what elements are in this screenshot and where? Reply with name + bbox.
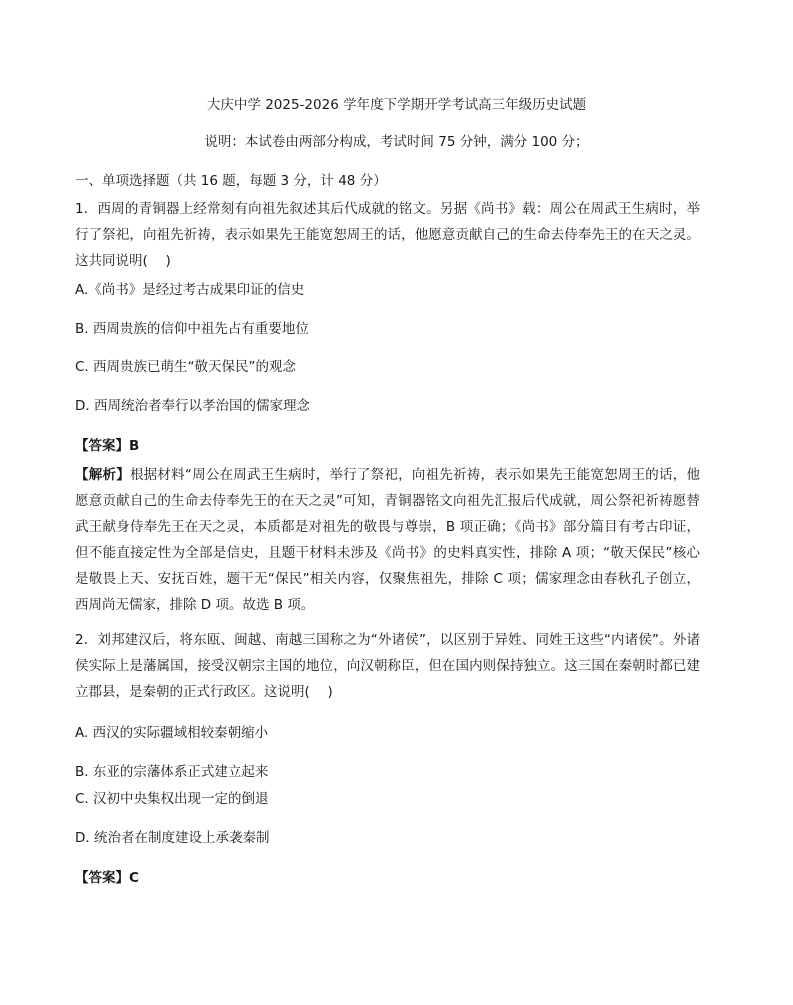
question-1-answer [75, 437, 700, 455]
answer-label: 【答案】 [75, 870, 129, 886]
question-2-option-c: C. 汉初中央集权出现一定的倒退 [75, 791, 269, 807]
question-2-stem [75, 627, 700, 705]
question-1-option-c: C. 西周贵族已萌生“敬天保民”的观念 [75, 359, 296, 375]
analysis-text: 根据材料“周公在周武王生病时，举行了祭祀，向祖先祈祷，表示如果先王能宽恕周王的话，他愿意贡献自己的生命去侍奉先王的在天之灵”可知，青铜器铭文向祖先汇报后代成就，周公祭祀祈祷愿替武王献身侍奉先王在天之灵，本质都是对祖先的敬畏与尊崇，B 项正确；《尚书》部分篇目有考古印证，但不能直接定性为全部是信史，且题干材料未涉及《尚书》的史料真实性，排除 A 项；“敬天保民”核心是敬畏上天、安抚百姓，题干无“保民”相关内容，仅聚焦祖先，排除 C 项；儒家理念由春秋孔子创立，西周尚无儒家，排除 D 项。故选 B 项。 [75, 467, 700, 613]
question-1-text: 1．西周的青铜器上经常刻有向祖先叙述其后代成就的铭文。另据《尚书》载：周公在周武王生病时，举行了祭祀，向祖先祈祷，表示如果先王能宽恕周王的话，他愿意贡献自己的生命去侍奉先王的在天之灵。这共同说明( ) [75, 201, 700, 269]
question-1-option-d: D. 西周统治者奉行以孝治国的儒家理念 [75, 398, 310, 414]
analysis-label: 【解析】 [75, 467, 130, 483]
answer-label: 【答案】 [75, 438, 129, 454]
section-heading: 一、单项选择题（共 16 题，每题 3 分，计 48 分） [75, 173, 387, 189]
question-2-option-d: D. 统治者在制度建设上承袭秦制 [75, 830, 270, 846]
question-2-answer [75, 869, 700, 887]
question-1-option-b: B. 西周贵族的信仰中祖先占有重要地位 [75, 321, 309, 337]
page-title: 大庆中学 2025-2026 学年度下学期开学考试高三年级历史试题 [206, 97, 587, 113]
question-1-stem [75, 196, 700, 274]
question-1-analysis [75, 462, 700, 618]
question-2-option-b: B. 东亚的宗藩体系正式建立起来 [75, 764, 269, 780]
question-1-option-a: A.《尚书》是经过考古成果印证的信史 [75, 282, 305, 298]
question-2-option-a: A. 西汉的实际疆域相较秦朝缩小 [75, 725, 269, 741]
exam-instructions: 说明：本试卷由两部分构成，考试时间 75 分钟，满分 100 分； [204, 134, 589, 150]
answer-value: B [129, 438, 140, 454]
answer-value: C [129, 870, 139, 886]
question-2-text: 2．刘邦建汉后，将东瓯、闽越、南越三国称之为“外诸侯”，以区别于异姓、同姓王这些“内诸侯”。外诸侯实际上是藩属国，接受汉朝宗主国的地位，向汉朝称臣，但在国内则保持独立。这三国在秦朝时都已建立郡县，是秦朝的正式行政区。这说明( ) [75, 632, 700, 700]
